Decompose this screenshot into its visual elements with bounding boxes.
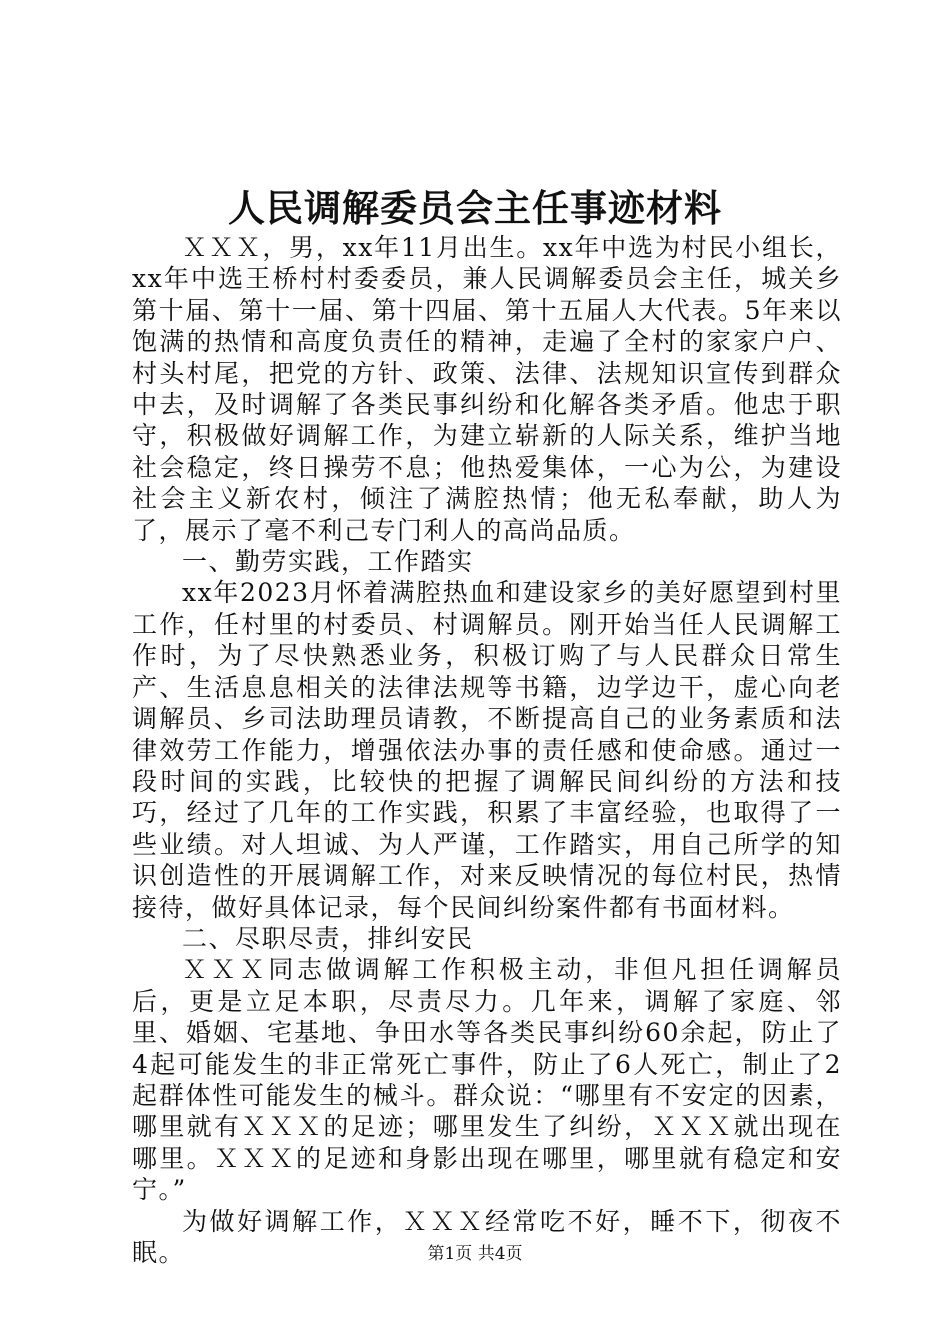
section-2-paragraph-continued: 为做好调解工作，ＸＸＸ经常吃不好，睡不下，彻夜不眠。	[132, 1206, 842, 1267]
intro-paragraph: ＸＸＸ，男，xx年11月出生。xx年中选为村民小组长，xx年中选王桥村村委委员，兼人民调解委员会主任，城关乡第十届、第十一届、第十四届、第十五届人大代表。5年来以饱满的热情和高度负责任的精神，走遍了全村的家家户户、村头村尾，把党的方针、政策、法律、法规知识宣传到群众中去，及时调解了各类民事纠纷和化解各类矛盾。他忠于职守，积极做好调解工作，为建立崭新的人际关系，维护当地社会稳定，终日操劳不息；他热爱集体，一心为公，为建设社会主义新农村，倾注了满腔热情；他无私奉献，助人为了，展示了毫不利己专门利人的高尚品质。	[132, 233, 842, 545]
page-number-footer: 第1页 共4页	[427, 1244, 523, 1264]
section-2-paragraph: ＸＸＸ同志做调解工作积极主动，非但凡担任调解员后，更是立足本职，尽责尽力。几年来，调解了家庭、邻里、婚姻、宅基地、争田水等各类民事纠纷60余起，防止了4起可能发生的非正常死亡事件，防止了6人死亡，制止了2起群体性可能发生的械斗。群众说：“哪里有不安定的因素，哪里就有ＸＸＸ的足迹；哪里发生了纠纷，ＸＸＸ就出现在哪里。ＸＸＸ的足迹和身影出现在哪里，哪里就有稳定和安宁。”	[132, 955, 842, 1205]
section-1-paragraph: xx年2023月怀着满腔热血和建设家乡的美好愿望到村里工作，任村里的村委员、村调解员。刚开始当任人民调解工作时，为了尽快熟悉业务，积极订购了与人民群众日常生产、生活息息相关的法律法规等书籍，边学边干，虚心向老调解员、乡司法助理员请教，不断提高自己的业务素质和法律效劳工作能力，增强依法办事的责任感和使命感。通过一段时间的实践，比较快的把握了调解民间纠纷的方法和技巧，经过了几年的工作实践，积累了丰富经验，也取得了一些业绩。对人坦诚、为人严谨，工作踏实，用自己所学的知识创造性的开展调解工作，对来反映情况的每位村民，热情接待，做好具体记录，每个民间纠纷案件都有书面材料。	[132, 578, 842, 922]
document-title: 人民调解委员会主任事迹材料	[228, 186, 722, 230]
section-heading-1: 一、勤劳实践，工作踏实	[182, 547, 474, 577]
document-body	[132, 232, 842, 1268]
section-heading-2: 二、尽职尽责，排纠安民	[182, 923, 474, 953]
